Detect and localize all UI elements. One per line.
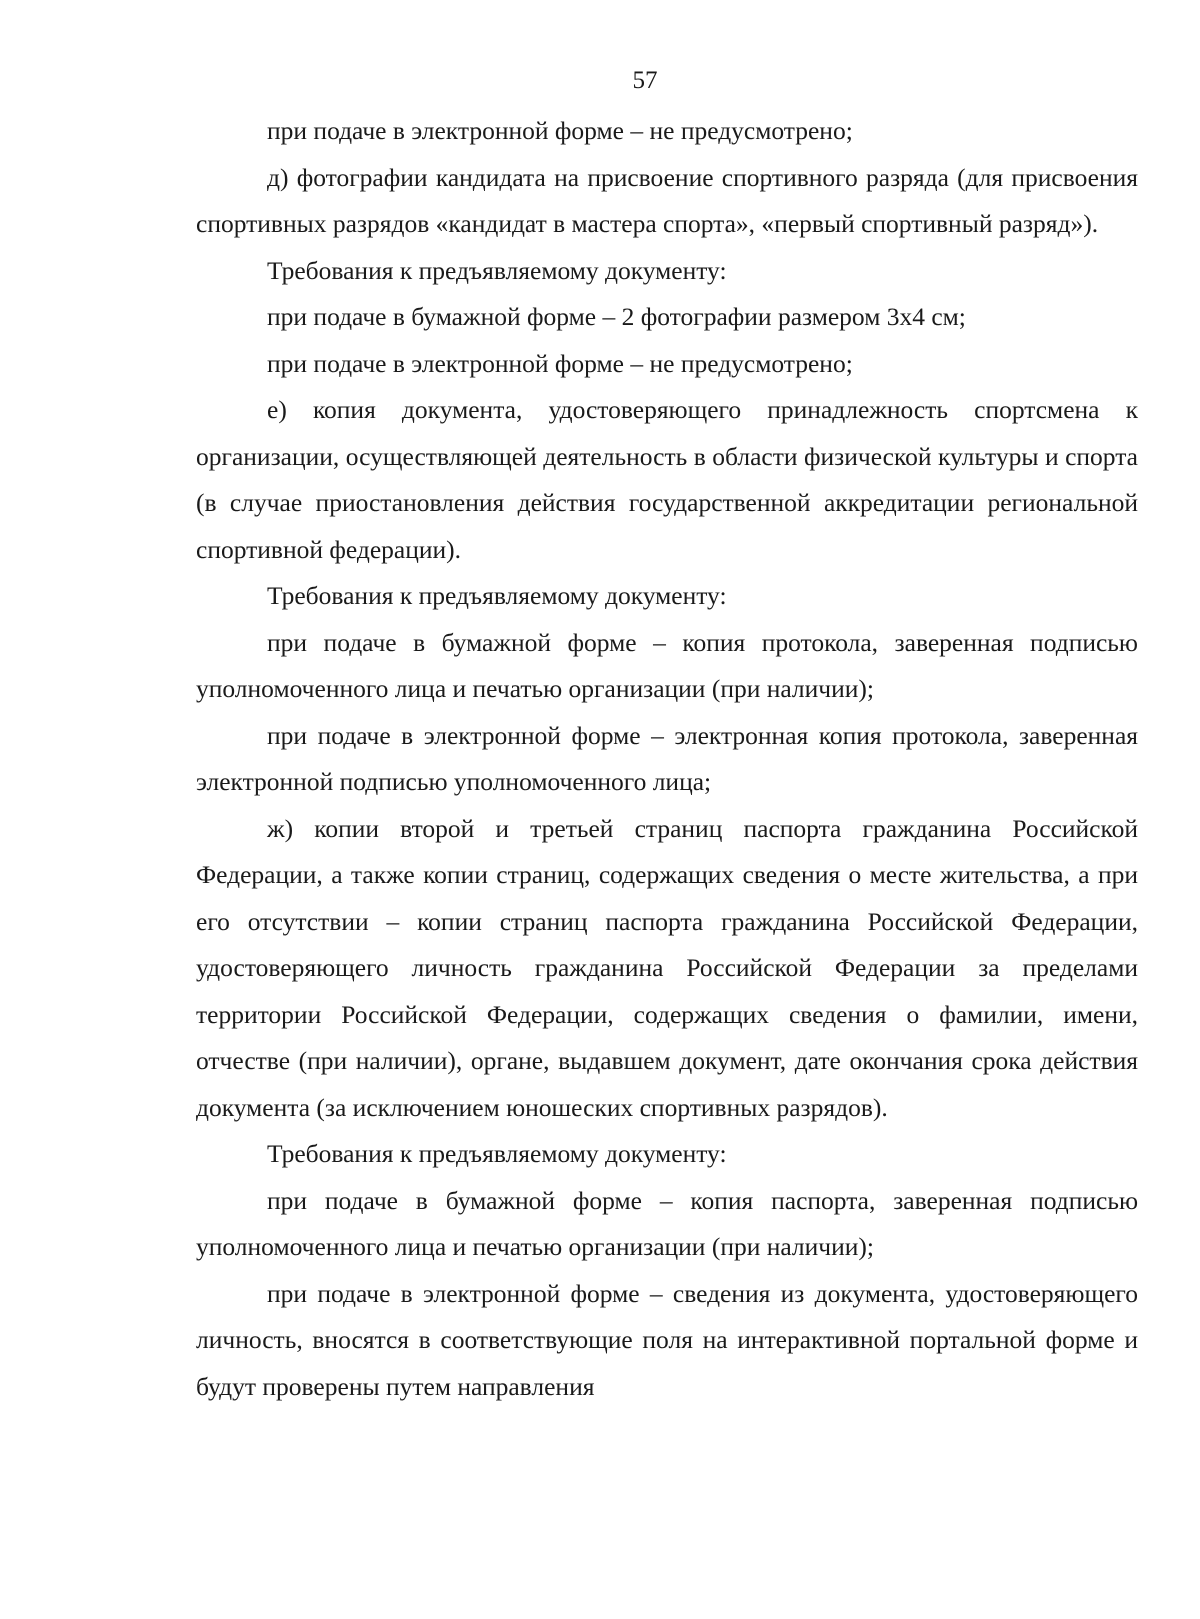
page-number: 57: [632, 67, 658, 94]
paragraph-paper-protocol-copy: при подаче в бумажной форме – копия протокола, заверенная подписью уполномоченного лица и печатью организации (при наличии);: [196, 627, 1138, 703]
paragraph-item-d-photos: д) фотографии кандидата на присвоение спортивного разряда (для присвоения спортивных разрядов «кандидат в мастера спорта», «первый спортивный разряд»).: [196, 162, 1138, 238]
paragraph-paper-passport-copy: при подаче в бумажной форме – копия паспорта, заверенная подписью уполномоченного лица и печатью организации (при наличии);: [196, 1185, 1138, 1261]
paragraph-electronic-not-provided: при подаче в электронной форме – не предусмотрено;: [267, 116, 853, 145]
paragraph-item-zh-passport-copies: ж) копии второй и третьей страниц паспорта гражданина Российской Федерации, а также копии страниц, содержащих сведения о месте жительства, а при его отсутствии – копии страниц паспорта гражданина Российской Федерации, удостоверяющего личность гражданина Российской Федерации за пределами территории Российской Федерации, содержащих сведения о фамилии, имени, отчестве (при наличии), органе, выдавшем документ, дате окончания срока действия документа (за исключением юношеских спортивных разрядов).: [196, 813, 1138, 1122]
paragraph-paper-photos: при подаче в бумажной форме – 2 фотографии размером 3х4 см;: [267, 302, 966, 331]
paragraph-electronic-protocol-copy: при подаче в электронной форме – электронная копия протокола, заверенная электронной подписью уполномоченного лица;: [196, 720, 1138, 796]
paragraph-electronic-not-provided: при подаче в электронной форме – не предусмотрено;: [267, 348, 853, 378]
paragraph-requirements-heading: Требования к предъявляемому документу:: [267, 1139, 727, 1168]
paragraph-electronic-passport-data: при подаче в электронной форме – сведения из документа, удостоверяющего личность, вносятся в соответствующие поля на интерактивной портальной форме и будут проверены путем направления: [196, 1278, 1138, 1401]
paragraph-requirements-heading: Требования к предъявляемому документу:: [267, 255, 727, 285]
paragraph-requirements-heading: Требования к предъявляемому документу:: [267, 581, 727, 610]
paragraph-item-e-membership-copy: е) копия документа, удостоверяющего принадлежность спортсмена к организации, осуществляющей деятельность в области физической культуры и спорта (в случае приостановления действия государственной аккредитации региональной спортивной федерации).: [196, 395, 1138, 564]
document-body: [196, 108, 1138, 1410]
